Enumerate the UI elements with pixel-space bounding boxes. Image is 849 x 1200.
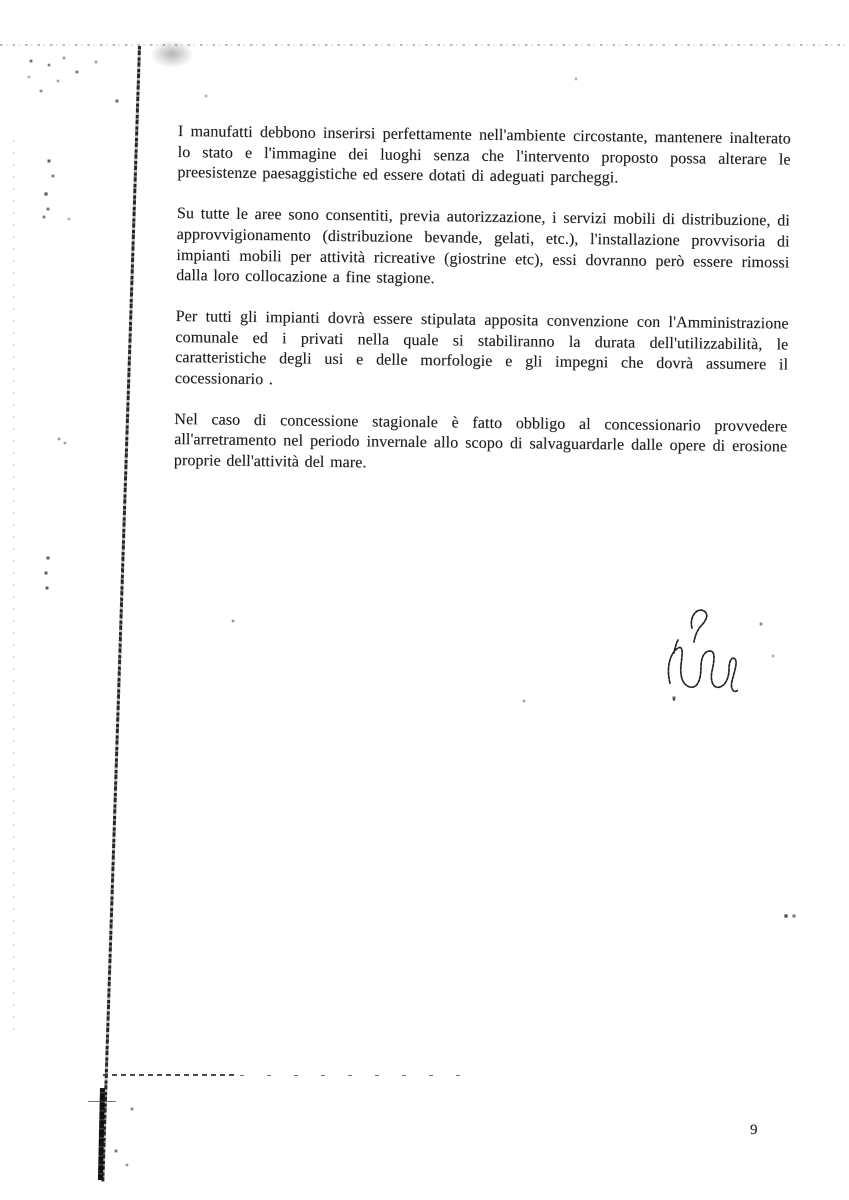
scan-dotted-left-margin xyxy=(13,140,14,1035)
scan-smudge xyxy=(150,40,194,68)
paragraph-manufatti: I manufatti debbono inserirsi perfettamente nell'ambiente circostante, mantenere inalterato lo stato e l'immagine dei luoghi senza che l'intervento proposto possa alterare le preesistenze paesaggistiche ed essere dotati di adeguati parcheggi. xyxy=(177,122,791,187)
scan-dashed-line-sparse xyxy=(240,1075,475,1077)
scan-fold-vertical-line xyxy=(101,46,140,1181)
document-text-block xyxy=(173,122,790,499)
page-number: 9 xyxy=(750,1122,758,1138)
scan-dashed-line-dense xyxy=(103,1074,238,1076)
paragraph-servizi-mobili: Su tutte le aree sono consentiti, previa autorizzazione, i servizi mobili di distribuzione, di approvvigionamento (distribuzione bevande, gelati, etc.), l'installazione provvisoria di impianti mobili per attività ricreative (giostrine etc), essi dovranno però essere rimossi dalla loro collocazione a fine stagione. xyxy=(176,205,790,288)
scan-noise-top-line xyxy=(0,44,849,46)
paragraph-concessione-stagionale: Nel caso di concessione stagionale è fatto obbligo al concessionario provvedere all'arretramento nel periodo invernale allo scopo di salvaguardarle dalle opere di erosione proprie dell'attività del mare. xyxy=(173,410,788,472)
scan-speckle-noise xyxy=(0,0,2,2)
paragraph-convenzione: Per tutti gli impianti dovrà essere stipulata apposita convenzione con l'Amministrazione comunale ed i privati nella quale si stabiliranno la durata dell'utilizzabilità, le caratteristiche degli usi e delle morfologie e gli impegni che dovrà assumere il cocessionario . xyxy=(174,307,789,389)
scan-cross-tick xyxy=(88,1101,116,1102)
handwritten-scribble-icon xyxy=(662,604,738,704)
